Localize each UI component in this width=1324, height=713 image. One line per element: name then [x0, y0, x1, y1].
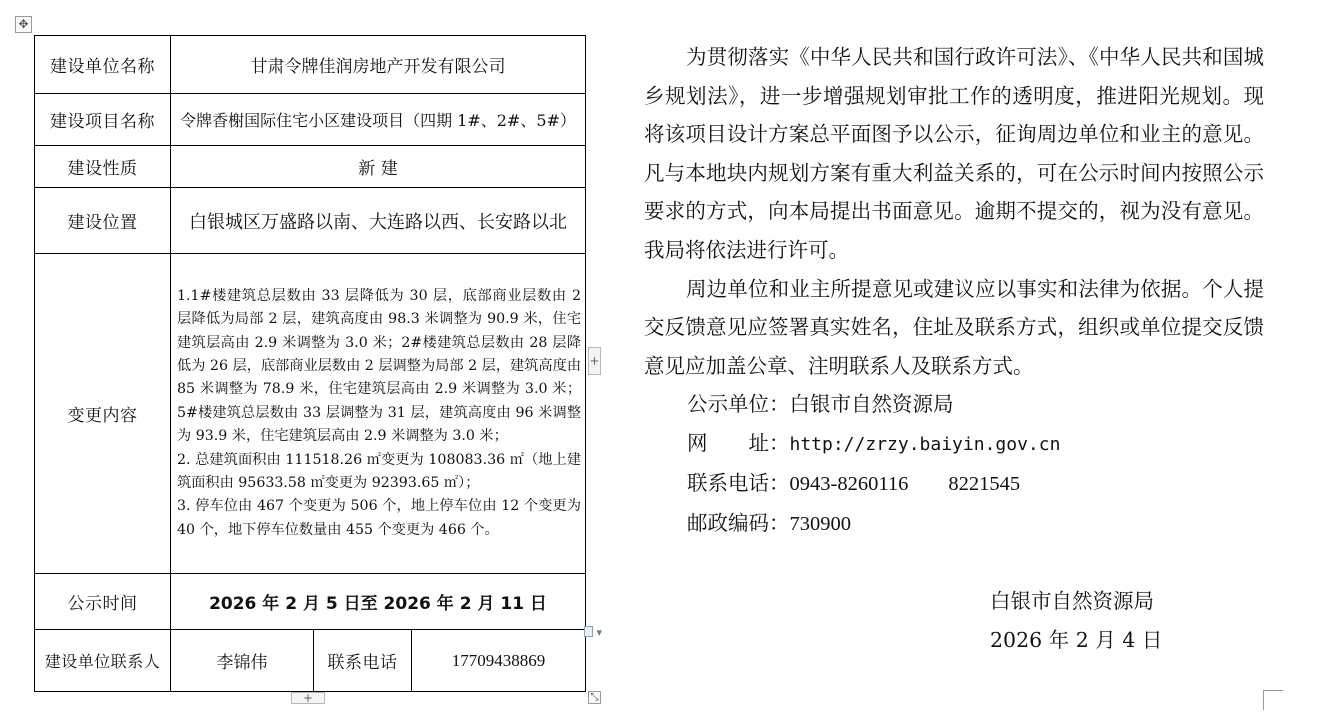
nature-value: 新 建 [171, 146, 586, 188]
nature-label: 建设性质 [35, 146, 171, 188]
signature-date: 2026 年 2 月 4 日 [990, 627, 1163, 652]
website-label: 网 址： [687, 430, 790, 455]
postcode-label: 邮政编码： [687, 510, 790, 535]
contact-phone-value: 17709438869 [412, 630, 586, 692]
change-item-2: 2. 总建筑面积由 111518.26 ㎡变更为 108083.36 ㎡（地上建筑面积由 95633.58 ㎡变更为 92393.65 ㎡）； [177, 451, 582, 492]
website-row [687, 424, 1060, 465]
changes-label: 变更内容 [35, 254, 171, 574]
publisher-label: 公示单位： [687, 392, 790, 416]
change-item-1: 1.1#楼建筑总层数由 33 层降低为 30 层，底部商业层数由 2 层降低为局部 2 层，建筑高度由 98.3 米调整为 90.9 米，住宅建筑层高由 2.9 米调整为 3.0 米；2#楼建筑总层数由 28 层降低为 26 层，底部商业层数由 2 层调整为局部 2 层，建筑高度由 85 米调整为 78.9 米，住宅建筑层高由 2.9 米调整为 3.0 米；5#楼建筑总层数由 33 层调整为 31 层，建筑高度由 96 米调整为 93.9 米，住宅建筑层高由 2.9 米调整为 3.0 米； [177, 287, 582, 445]
contact-person-value: 李锦伟 [171, 630, 314, 692]
signature-block [990, 582, 1162, 659]
contact-phone-label: 联系电话 [314, 630, 412, 692]
add-column-plus-icon[interactable]: + [291, 692, 325, 704]
row-project-name [35, 94, 586, 146]
publisher-value: 白银市自然资源局 [789, 392, 954, 416]
table-move-handle-icon[interactable]: ✥ [15, 16, 32, 33]
postcode-value: 730900 [789, 512, 851, 535]
project-name-value: 令牌香榭国际住宅小区建设项目（四期 1#、2#、5#） [171, 94, 586, 146]
phone-value-1: 0943-8260116 [789, 473, 909, 496]
row-changes [35, 254, 586, 574]
phone-row [687, 464, 1060, 504]
unit-name-label: 建设单位名称 [35, 36, 171, 94]
location-value: 白银城区万盛路以南、大连路以西、长安路以北 [171, 188, 586, 254]
unit-name-value: 甘肃令牌佳润房地产开发有限公司 [171, 36, 586, 94]
row-contact [35, 630, 586, 692]
postcode-row [687, 504, 1060, 544]
row-unit-name [35, 36, 586, 94]
row-publicity-time [35, 574, 586, 630]
publisher-row [687, 385, 1060, 424]
website-link[interactable]: http://zrzy.baiyin.gov.cn [789, 433, 1061, 455]
row-nature [35, 146, 586, 188]
contact-info [687, 385, 1060, 543]
contact-person-label: 建设单位联系人 [35, 630, 171, 692]
table-resize-handle-icon[interactable]: ⤡ [588, 691, 601, 704]
page-corner-mark [1263, 690, 1283, 710]
phone-value-2: 8221545 [948, 473, 1021, 496]
change-item-3: 3. 停车位由 467 个变更为 506 个，地上停车位由 12 个变更为 40 个，地下停车位数量由 455 个变更为 466 个。 [177, 498, 582, 538]
add-row-plus-icon[interactable]: + [588, 347, 601, 375]
location-label: 建设位置 [35, 188, 171, 254]
paste-options-icon[interactable]: ▾ [584, 626, 606, 640]
changes-content [171, 254, 586, 574]
phone-label: 联系电话： [687, 471, 790, 496]
project-info-table [34, 35, 586, 692]
notice-paragraph-1: 为贯彻落实《中华人民共和国行政许可法》、《中华人民共和国城乡规划法》，进一步增强规划审批工作的透明度，推进阳光规划。现将该项目设计方案总平面图予以公示，征询周边单位和业主的意见。凡与本地块内规划方案有重大利益关系的，可在公示时间内按照公示要求的方式，向本局提出书面意见。逾期不提交的，视为没有意见。我局将依法进行许可。 [644, 45, 1264, 262]
signature-org: 白银市自然资源局 [990, 589, 1154, 613]
publicity-time-value: 2026 年 2 月 5 日至 2026 年 2 月 11 日 [171, 574, 586, 630]
row-location [35, 188, 586, 254]
publicity-time-label: 公示时间 [35, 574, 171, 630]
notice-paragraph-2: 周边单位和业主所提意见或建议应以事实和法律为依据。个人提交反馈意见应签署真实姓名，住址及联系方式，组织或单位提交反馈意见应加盖公章、注明联系人及联系方式。 [644, 276, 1264, 378]
project-name-label: 建设项目名称 [35, 94, 171, 146]
notice-body [644, 38, 1264, 385]
